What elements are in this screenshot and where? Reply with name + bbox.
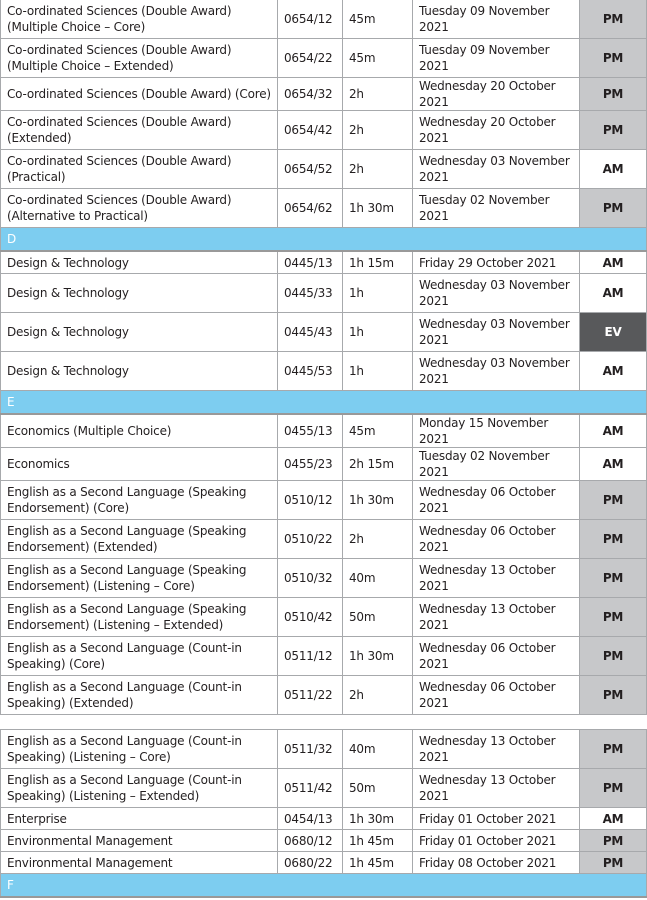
date-cell: Friday 01 October 2021: [413, 830, 580, 852]
table-row: [1, 830, 647, 852]
date-cell: Wednesday 20 October 2021: [413, 78, 580, 111]
duration-cell: 1h 45m: [343, 852, 413, 874]
subject-cell: Co-ordinated Sciences (Double Award) (Practical): [1, 150, 278, 189]
duration-cell: 1h 30m: [343, 808, 413, 830]
syllabus-code-cell: 0454/13: [278, 808, 343, 830]
duration-cell: 1h 30m: [343, 637, 413, 676]
date-cell: Wednesday 13 October 2021: [413, 598, 580, 637]
table-row: [1, 251, 647, 274]
table-row: [1, 481, 647, 520]
session-cell: PM: [580, 852, 647, 874]
subject-cell: Enterprise: [1, 808, 278, 830]
date-cell: Wednesday 13 October 2021: [413, 769, 580, 808]
table-row: [1, 414, 647, 448]
date-cell: Wednesday 03 November 2021: [413, 313, 580, 352]
date-cell: Wednesday 06 October 2021: [413, 481, 580, 520]
duration-cell: 50m: [343, 769, 413, 808]
session-cell: PM: [580, 637, 647, 676]
letter-heading-row: [1, 874, 647, 898]
date-cell: Tuesday 02 November 2021: [413, 448, 580, 481]
table-row: [1, 852, 647, 874]
table-row: [1, 769, 647, 808]
session-cell: PM: [580, 520, 647, 559]
duration-cell: 1h: [343, 313, 413, 352]
date-cell: Tuesday 02 November 2021: [413, 189, 580, 228]
table-row: [1, 448, 647, 481]
session-cell: PM: [580, 730, 647, 769]
table-row: [1, 559, 647, 598]
table-row: [1, 676, 647, 715]
table-row: [1, 78, 647, 111]
date-cell: Friday 08 October 2021: [413, 852, 580, 874]
duration-cell: 1h 30m: [343, 481, 413, 520]
duration-cell: 1h 15m: [343, 251, 413, 274]
session-cell: PM: [580, 559, 647, 598]
duration-cell: 45m: [343, 414, 413, 448]
syllabus-code-cell: 0511/42: [278, 769, 343, 808]
syllabus-code-cell: 0445/43: [278, 313, 343, 352]
duration-cell: 40m: [343, 559, 413, 598]
table-row: [1, 313, 647, 352]
letter-heading: E: [1, 391, 647, 415]
session-cell: AM: [580, 251, 647, 274]
session-cell: PM: [580, 189, 647, 228]
syllabus-code-cell: 0654/12: [278, 0, 343, 39]
table-row: [1, 39, 647, 78]
duration-cell: 2h: [343, 520, 413, 559]
session-cell: PM: [580, 78, 647, 111]
table-row: [1, 808, 647, 830]
table-row: [1, 274, 647, 313]
session-cell: PM: [580, 0, 647, 39]
duration-cell: 1h 30m: [343, 189, 413, 228]
subject-cell: English as a Second Language (Speaking Endorsement) (Listening – Extended): [1, 598, 278, 637]
date-cell: Wednesday 06 October 2021: [413, 637, 580, 676]
subject-cell: Co-ordinated Sciences (Double Award) (Alternative to Practical): [1, 189, 278, 228]
table-row: [1, 598, 647, 637]
table-row: [1, 150, 647, 189]
syllabus-code-cell: 0455/23: [278, 448, 343, 481]
subject-cell: English as a Second Language (Speaking Endorsement) (Core): [1, 481, 278, 520]
date-cell: Wednesday 06 October 2021: [413, 676, 580, 715]
duration-cell: 2h: [343, 150, 413, 189]
date-cell: Wednesday 13 October 2021: [413, 559, 580, 598]
syllabus-code-cell: 0510/12: [278, 481, 343, 520]
page-gap: [0, 715, 647, 729]
syllabus-code-cell: 0654/22: [278, 39, 343, 78]
session-cell: PM: [580, 39, 647, 78]
syllabus-code-cell: 0510/32: [278, 559, 343, 598]
table-row: [1, 637, 647, 676]
subject-cell: Co-ordinated Sciences (Double Award) (Multiple Choice – Core): [1, 0, 278, 39]
subject-cell: English as a Second Language (Speaking Endorsement) (Listening – Core): [1, 559, 278, 598]
syllabus-code-cell: 0680/22: [278, 852, 343, 874]
date-cell: Wednesday 03 November 2021: [413, 150, 580, 189]
duration-cell: 1h: [343, 274, 413, 313]
subject-cell: English as a Second Language (Count-in Speaking) (Listening – Core): [1, 730, 278, 769]
date-cell: Wednesday 06 October 2021: [413, 520, 580, 559]
letter-heading-row: [1, 228, 647, 252]
duration-cell: 1h 45m: [343, 830, 413, 852]
duration-cell: 2h 15m: [343, 448, 413, 481]
session-cell: AM: [580, 414, 647, 448]
subject-cell: Economics (Multiple Choice): [1, 414, 278, 448]
session-cell: PM: [580, 676, 647, 715]
session-cell: EV: [580, 313, 647, 352]
date-cell: Friday 29 October 2021: [413, 251, 580, 274]
duration-cell: 45m: [343, 0, 413, 39]
session-cell: PM: [580, 481, 647, 520]
session-cell: AM: [580, 808, 647, 830]
date-cell: Wednesday 20 October 2021: [413, 111, 580, 150]
syllabus-code-cell: 0511/32: [278, 730, 343, 769]
duration-cell: 50m: [343, 598, 413, 637]
subject-cell: Co-ordinated Sciences (Double Award) (Multiple Choice – Extended): [1, 39, 278, 78]
session-cell: AM: [580, 150, 647, 189]
date-cell: Tuesday 09 November 2021: [413, 39, 580, 78]
timetable-part-2: [0, 729, 647, 898]
syllabus-code-cell: 0510/22: [278, 520, 343, 559]
date-cell: Wednesday 03 November 2021: [413, 352, 580, 391]
syllabus-code-cell: 0445/33: [278, 274, 343, 313]
subject-cell: English as a Second Language (Count-in Speaking) (Listening – Extended): [1, 769, 278, 808]
duration-cell: 2h: [343, 111, 413, 150]
subject-cell: English as a Second Language (Count-in Speaking) (Extended): [1, 676, 278, 715]
duration-cell: 2h: [343, 78, 413, 111]
duration-cell: 40m: [343, 730, 413, 769]
subject-cell: Environmental Management: [1, 852, 278, 874]
syllabus-code-cell: 0680/12: [278, 830, 343, 852]
session-cell: PM: [580, 598, 647, 637]
session-cell: AM: [580, 274, 647, 313]
subject-cell: Co-ordinated Sciences (Double Award) (Extended): [1, 111, 278, 150]
letter-heading: F: [1, 874, 647, 898]
duration-cell: 45m: [343, 39, 413, 78]
table-row: [1, 189, 647, 228]
syllabus-code-cell: 0654/52: [278, 150, 343, 189]
syllabus-code-cell: 0654/62: [278, 189, 343, 228]
date-cell: Wednesday 03 November 2021: [413, 274, 580, 313]
date-cell: Wednesday 13 October 2021: [413, 730, 580, 769]
subject-cell: English as a Second Language (Count-in Speaking) (Core): [1, 637, 278, 676]
syllabus-code-cell: 0445/13: [278, 251, 343, 274]
session-cell: AM: [580, 448, 647, 481]
syllabus-code-cell: 0510/42: [278, 598, 343, 637]
duration-cell: 1h: [343, 352, 413, 391]
table-row: [1, 520, 647, 559]
date-cell: Friday 01 October 2021: [413, 808, 580, 830]
syllabus-code-cell: 0511/22: [278, 676, 343, 715]
table-row: [1, 0, 647, 39]
syllabus-code-cell: 0455/13: [278, 414, 343, 448]
duration-cell: 2h: [343, 676, 413, 715]
subject-cell: Design & Technology: [1, 352, 278, 391]
syllabus-code-cell: 0654/42: [278, 111, 343, 150]
table-row: [1, 352, 647, 391]
syllabus-code-cell: 0654/32: [278, 78, 343, 111]
letter-heading: D: [1, 228, 647, 252]
date-cell: Tuesday 09 November 2021: [413, 0, 580, 39]
subject-cell: Economics: [1, 448, 278, 481]
subject-cell: Design & Technology: [1, 251, 278, 274]
table-row: [1, 111, 647, 150]
syllabus-code-cell: 0511/12: [278, 637, 343, 676]
subject-cell: Co-ordinated Sciences (Double Award) (Core): [1, 78, 278, 111]
session-cell: PM: [580, 769, 647, 808]
session-cell: PM: [580, 830, 647, 852]
date-cell: Monday 15 November 2021: [413, 414, 580, 448]
subject-cell: English as a Second Language (Speaking Endorsement) (Extended): [1, 520, 278, 559]
session-cell: AM: [580, 352, 647, 391]
table-row: [1, 730, 647, 769]
syllabus-code-cell: 0445/53: [278, 352, 343, 391]
subject-cell: Design & Technology: [1, 313, 278, 352]
letter-heading-row: [1, 391, 647, 415]
session-cell: PM: [580, 111, 647, 150]
subject-cell: Environmental Management: [1, 830, 278, 852]
subject-cell: Design & Technology: [1, 274, 278, 313]
